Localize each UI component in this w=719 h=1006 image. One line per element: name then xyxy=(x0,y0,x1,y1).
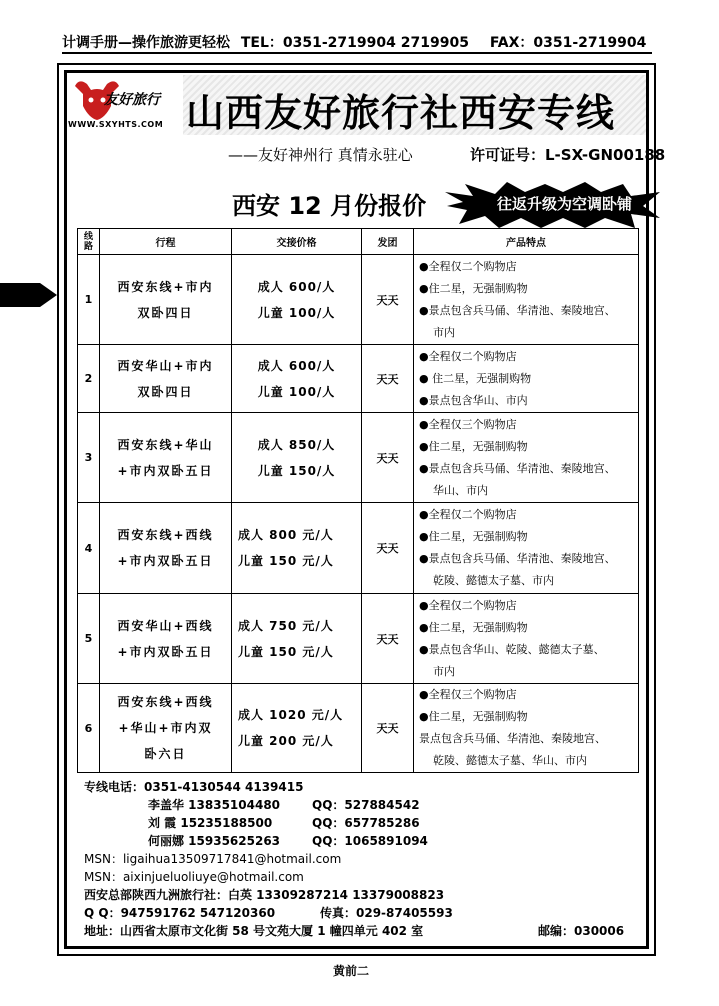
table-row xyxy=(78,255,639,345)
feature-line: 乾陵、懿德太子墓、市内 xyxy=(433,574,554,587)
features-cell xyxy=(414,255,639,345)
features-cell xyxy=(414,684,639,773)
table-row xyxy=(78,594,639,684)
table-row xyxy=(78,413,639,503)
route-cell xyxy=(100,413,232,503)
features-cell xyxy=(414,503,639,594)
header-price: 交接价格 xyxy=(232,229,362,255)
price-cell xyxy=(232,684,362,773)
route-line: +市内双卧五日 xyxy=(117,463,214,478)
feature-line: ●景点包含华山、市内 xyxy=(419,393,528,407)
departure-cell: 天天 xyxy=(362,503,414,594)
msn-2: MSN：aixinjueluoliuye@hotmail.com xyxy=(84,870,304,884)
route-line: 西安东线+华山 xyxy=(117,437,214,452)
feature-line: ●全程仅二个购物店 xyxy=(419,349,517,363)
table-row xyxy=(78,345,639,413)
route-line: 西安东线+西线 xyxy=(117,695,214,709)
price-cell xyxy=(232,503,362,594)
burst-text: 往返升级为空调卧铺 xyxy=(497,195,633,213)
price-title: 西安 12 月份报价 xyxy=(232,192,427,220)
route-no: 5 xyxy=(78,594,100,684)
header-fax: FAX：0351-2719904 xyxy=(489,35,647,51)
route-cell xyxy=(100,345,232,413)
route-line: 西安东线+西线 xyxy=(117,528,214,542)
route-no: 2 xyxy=(78,345,100,413)
route-cell xyxy=(100,594,232,684)
feature-line: ●景点包含华山、乾陵、懿德太子墓、 xyxy=(419,642,605,656)
features-cell xyxy=(414,594,639,684)
child-price: 儿童 100/人 xyxy=(257,305,336,320)
page-label: 黄前二 xyxy=(333,964,370,978)
page-title: 山西友好旅行社西安专线 xyxy=(186,91,616,135)
contact-qq: QQ：527884542 xyxy=(312,798,420,812)
departure-cell: 天天 xyxy=(362,413,414,503)
adult-price: 成人 600/人 xyxy=(257,358,336,373)
child-price: 儿童 100/人 xyxy=(257,384,336,399)
feature-line: ●住二星，无强制购物 xyxy=(419,620,528,634)
child-price: 儿童 150/人 xyxy=(257,463,336,478)
feature-line: 华山、市内 xyxy=(433,483,488,497)
feature-line: ●景点包含兵马俑、华清池、秦陵地宫、 xyxy=(419,303,616,317)
child-price: 儿童 200 元/人 xyxy=(238,734,334,748)
feature-line: ●景点包含兵马俑、华清池、秦陵地宫、 xyxy=(419,552,616,565)
feature-line: ●住二星，无强制购物 xyxy=(419,439,528,453)
route-line: 西安东线+市内 xyxy=(117,279,214,294)
departure-cell: 天天 xyxy=(362,684,414,773)
license-number: 许可证号：L-SX-GN00188 xyxy=(470,146,666,164)
header-slogan: 计调手册—操作旅游更轻松 xyxy=(62,35,230,51)
departure-cell: 天天 xyxy=(362,345,414,413)
table-header-row xyxy=(78,229,639,255)
feature-line: ●全程仅二个购物店 xyxy=(419,598,517,612)
table-row xyxy=(78,503,639,594)
table-row xyxy=(78,684,639,773)
contact-qq: QQ：657785286 xyxy=(312,816,420,830)
route-line: 双卧四日 xyxy=(137,384,194,399)
feature-line: ●全程仅二个购物店 xyxy=(419,259,517,273)
route-cell xyxy=(100,684,232,773)
route-line: 西安华山+西线 xyxy=(117,618,214,633)
hq-contact: 西安总部陕西九洲旅行社：白英 13309287214 13379008823 xyxy=(84,888,445,902)
arrow-marker-icon xyxy=(0,281,57,309)
address: 地址：山西省太原市文化街 58 号文苑大厦 1 幢四单元 402 室 xyxy=(84,924,424,938)
route-line: +华山+市内双 xyxy=(118,721,213,735)
header-tel: TEL：0351-2719904 2719905 xyxy=(240,35,469,51)
feature-line: ● 住二星，无强制购物 xyxy=(419,371,532,385)
route-no: 1 xyxy=(78,255,100,345)
zip-code: 邮编：030006 xyxy=(538,924,625,938)
departure-cell: 天天 xyxy=(362,255,414,345)
contact-person: 李盖华 13835104480 xyxy=(148,798,281,812)
feature-line: 景点包含兵马俑、华清池、秦陵地宫、 xyxy=(419,732,606,745)
departure-cell: 天天 xyxy=(362,594,414,684)
logo-name: 友好旅行 xyxy=(104,92,160,108)
features-cell xyxy=(414,345,639,413)
hotline: 专线电话：0351-4130544 4139415 xyxy=(84,780,304,794)
price-cell xyxy=(232,594,362,684)
feature-line: ●全程仅三个购物店 xyxy=(419,688,517,701)
feature-line: ●住二星，无强制购物 xyxy=(419,281,528,295)
route-line: 西安华山+市内 xyxy=(117,358,214,373)
header-departure: 发团 xyxy=(362,229,414,255)
msn-1: MSN：ligaihua13509717841@hotmail.com xyxy=(84,852,342,866)
slogan: ——友好神州行 真情永驻心 xyxy=(228,146,413,164)
feature-line: 市内 xyxy=(433,325,455,339)
adult-price: 成人 600/人 xyxy=(257,279,336,294)
route-line: 卧六日 xyxy=(144,747,187,761)
adult-price: 成人 800 元/人 xyxy=(238,528,334,542)
contact-person: 何丽娜 15935625263 xyxy=(148,834,281,848)
logo-url: WWW.SXYHTS.COM xyxy=(68,120,164,129)
route-no: 6 xyxy=(78,684,100,773)
contact-qq: QQ：1065891094 xyxy=(312,834,428,848)
top-header xyxy=(62,34,652,54)
route-line: +市内双卧五日 xyxy=(117,554,214,568)
child-price: 儿童 150 元/人 xyxy=(238,554,334,568)
price-cell xyxy=(232,413,362,503)
price-cell xyxy=(232,345,362,413)
feature-line: ●住二星，无强制购物 xyxy=(419,710,528,723)
route-no: 3 xyxy=(78,413,100,503)
header-line: 线路 xyxy=(78,229,100,255)
feature-line: 市内 xyxy=(433,664,455,678)
price-cell xyxy=(232,255,362,345)
feature-line: 乾陵、懿德太子墓、华山、市内 xyxy=(433,754,587,767)
qq-numbers: Q Q：947591762 547120360 xyxy=(84,906,276,920)
feature-line: ●景点包含兵马俑、华清池、秦陵地宫、 xyxy=(419,461,616,475)
child-price: 儿童 150 元/人 xyxy=(238,644,334,659)
route-line: 双卧四日 xyxy=(137,305,194,320)
route-cell xyxy=(100,255,232,345)
feature-line: ●全程仅二个购物店 xyxy=(419,508,517,521)
route-line: +市内双卧五日 xyxy=(117,644,214,659)
adult-price: 成人 850/人 xyxy=(257,437,336,452)
feature-line: ●全程仅三个购物店 xyxy=(419,417,517,431)
features-cell xyxy=(414,413,639,503)
header-features: 产品特点 xyxy=(414,229,639,255)
adult-price: 成人 1020 元/人 xyxy=(238,708,344,722)
header-route: 行程 xyxy=(100,229,232,255)
contact-person: 刘 霞 15235188500 xyxy=(148,816,273,830)
adult-price: 成人 750 元/人 xyxy=(238,618,334,633)
route-cell xyxy=(100,503,232,594)
feature-line: ●住二星，无强制购物 xyxy=(419,530,528,543)
route-no: 4 xyxy=(78,503,100,594)
route-table xyxy=(77,228,639,773)
contacts-block xyxy=(84,778,644,948)
fax-number: 传真：029-87405593 xyxy=(320,906,453,920)
